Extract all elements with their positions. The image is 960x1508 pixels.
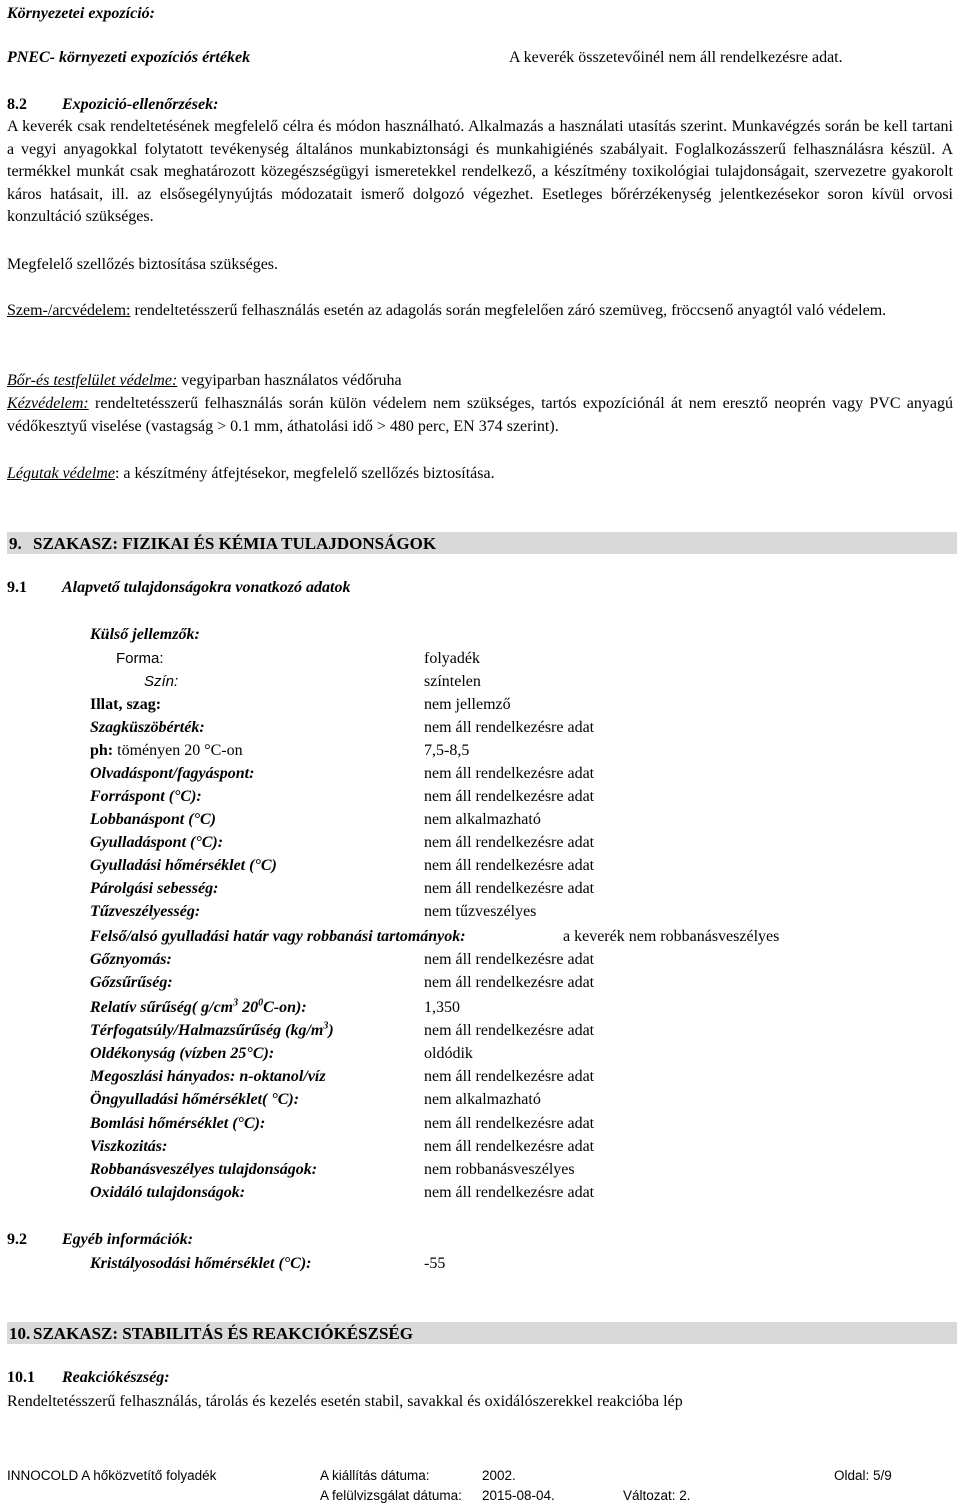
prop-value-vapour-pressure: nem áll rendelkezésre adat (424, 951, 595, 968)
section-8-2-number: 8.2 (7, 96, 27, 113)
footer-version: Változat: 2. (623, 1488, 691, 1503)
eye-protection-text: rendeltetésszerű felhasználás esetén az adagolás során megfelelően záró szemüveg, fröccsenő anyagtól való védelem. (134, 302, 887, 319)
prop-label-partition-coefficient: Megoszlási hányados: n-oktanol/víz (90, 1068, 326, 1085)
prop-label-bulk-density-b: ) (328, 1022, 334, 1039)
respiratory-protection-label: Légutak védelme (7, 465, 115, 482)
prop-value-partition-coefficient: nem áll rendelkezésre adat (424, 1068, 595, 1085)
pnec-label: PNEC- környezeti expozíciós értékek (7, 49, 251, 66)
prop-value-flash-point: nem alkalmazható (424, 811, 541, 828)
section-10-header (7, 1322, 957, 1344)
respiratory-protection-line (7, 463, 495, 485)
footer-page-number: Oldal: 5/9 (834, 1468, 892, 1483)
section-8-2-title: Expozició-ellenőrzések: (62, 96, 219, 113)
prop-label-oxidizing-properties: Oxidáló tulajdonságok: (90, 1184, 246, 1201)
respiratory-protection-text: : a készítmény átfejtésekor, megfelelő szellőzés biztosítása. (114, 465, 495, 482)
prop-label-melting-point: Olvadáspont/fagyáspont: (90, 765, 255, 782)
footer-product: INNOCOLD A hőközvetítő folyadék (7, 1468, 217, 1483)
prop-value-boiling-point: nem áll rendelkezésre adat (424, 788, 595, 805)
prop-value-flammability: nem tűzveszélyes (424, 903, 537, 920)
hand-protection-label: Kézvédelem: (7, 395, 89, 412)
footer-revision-value: 2015-08-04. (482, 1488, 555, 1503)
prop-value-relative-density: 1,350 (424, 999, 460, 1016)
prop-label-ignition-point: Gyulladáspont (°C): (90, 834, 224, 851)
section-9-number: 9. (9, 534, 22, 553)
prop-label-flash-point: Lobbanáspont (°C) (90, 811, 216, 828)
section-9-1-number: 9.1 (7, 579, 27, 596)
section-9-1-title: Alapvető tulajdonságokra vonatkozó adatok (62, 579, 351, 596)
prop-label-ph-key: ph: (90, 742, 114, 759)
prop-value-evaporation-rate: nem áll rendelkezésre adat (424, 880, 595, 897)
prop-value-odor: nem jellemző (424, 696, 511, 713)
section-9-2-title: Egyéb információk: (62, 1231, 194, 1248)
skin-protection-line (7, 370, 402, 392)
prop-label-bulk-density-a: Térfogatsúly/Halmazsűrűség (kg/m (90, 1022, 324, 1039)
skin-protection-text: vegyiparban használatos védőruha (181, 372, 402, 389)
prop-value-ignition-temp: nem áll rendelkezésre adat (424, 857, 595, 874)
section-9-header (7, 532, 957, 554)
prop-label-color: Szín: (144, 673, 179, 690)
ventilation-note: Megfelelő szellőzés biztosítása szükséges. (7, 256, 279, 273)
eye-protection-paragraph (7, 300, 953, 323)
section-10-1-title: Reakciókészség: (62, 1369, 170, 1386)
prop-label-form: Forma: (116, 650, 164, 667)
prop-value-oxidizing-properties: nem áll rendelkezésre adat (424, 1184, 595, 1201)
prop-label-evaporation-rate: Párolgási sebesség: (90, 880, 219, 897)
section-10-title: SZAKASZ: STABILITÁS ÉS REAKCIÓKÉSZSÉG (33, 1324, 413, 1343)
prop-label-crystallization: Kristályosodási hőmérséklet (°C): (90, 1255, 312, 1272)
prop-label-viscosity: Viszkozitás: (90, 1138, 168, 1155)
prop-label-relative-density-c: C-on): (263, 999, 307, 1016)
prop-label-ph-condition: töményen 20 °C-on (113, 742, 243, 759)
hand-protection-paragraph (7, 393, 953, 438)
prop-value-autoignition: nem alkalmazható (424, 1091, 541, 1108)
prop-value-ignition-point: nem áll rendelkezésre adat (424, 834, 595, 851)
prop-label-boiling-point: Forráspont (°C): (90, 788, 202, 805)
footer-issue-value: 2002. (482, 1468, 516, 1483)
prop-value-color: színtelen (424, 673, 481, 690)
section-10-number: 10. (9, 1324, 31, 1343)
prop-value-form: folyadék (424, 650, 480, 667)
prop-label-odor: Illat, szag: (90, 696, 162, 713)
prop-value-bulk-density: nem áll rendelkezésre adat (424, 1022, 595, 1039)
prop-label-relative-density-b: 20 (238, 999, 259, 1016)
external-characteristics-label: Külső jellemzők: (90, 626, 200, 643)
prop-value-ph: 7,5-8,5 (424, 742, 470, 759)
prop-label-ignition-temp: Gyulladási hőmérséklet (°C) (90, 857, 277, 874)
eye-protection-label: Szem-/arcvédelem: (7, 302, 131, 319)
prop-label-relative-density-sup2: 0 (258, 997, 264, 1009)
prop-value-explosive-properties: nem robbanásveszélyes (424, 1161, 575, 1178)
exposure-control-paragraph: A keverék csak rendeltetésének megfelelő célra és módon használható. Alkalmazás a használati utasítás szerint. Munkavégzés során be kell tartani a vegyi anyagokkal folytatott tevékenység általános munkabiztonsági és munkahigiénés szabályait. Foglalkozásszerű felhasználásra készül. A termékkel munkát csak meghatározott közegészségügyi ismeretekkel rendelkező, a készítmény toxikológiai tulajdonságait, szervezetre gyakorolt káros hatásait, ill. az elsősegélynyújtás módozatait ismerő dolgozó végezhet. Esetleges bőrérzékenység jelentkezésekor soron kívül orvosi konzultáció szükséges. (7, 118, 953, 226)
prop-label-relative-density-sup1: 3 (233, 997, 239, 1009)
prop-value-odor-threshold: nem áll rendelkezésre adat (424, 719, 595, 736)
footer-revision-label: A felülvizsgálat dátuma: (320, 1488, 462, 1503)
prop-label-bulk-density-sup: 3 (323, 1020, 329, 1032)
prop-label-bulk-density (90, 1020, 334, 1042)
prop-value-decomposition: nem áll rendelkezésre adat (424, 1115, 595, 1132)
prop-label-vapour-pressure: Gőznyomás: (90, 951, 172, 968)
prop-value-vapour-density: nem áll rendelkezésre adat (424, 974, 595, 991)
prop-value-viscosity: nem áll rendelkezésre adat (424, 1138, 595, 1155)
prop-label-explosion-limits: Felső/alsó gyulladási határ vagy robbanási tartományok: (90, 928, 466, 945)
footer-issue-label: A kiállítás dátuma: (320, 1468, 430, 1483)
section-9-2-number: 9.2 (7, 1231, 27, 1248)
prop-value-solubility: oldódik (424, 1045, 473, 1062)
prop-label-relative-density-a: Relatív sűrűség( g/cm (90, 999, 234, 1016)
hand-protection-text: rendeltetésszerű felhasználás során külön védelem nem szükséges, tartós expozíciónál át nem eresztő neoprén vagy PVC anyagú védőkesztyű viselése (vastagság > 0.1 mm, áthatolási idő > 480 perc, EN 374 szerint). (7, 395, 954, 435)
prop-label-odor-threshold: Szagküszöbérték: (90, 719, 205, 736)
prop-value-explosion-limits: a keverék nem robbanásveszélyes (563, 928, 780, 945)
reactivity-text: Rendeltetésszerű felhasználás, tárolás és kezelés esetén stabil, savakkal és oxidálószerekkel reakcióba lép (7, 1393, 683, 1410)
prop-value-crystallization: -55 (424, 1255, 446, 1272)
prop-value-melting-point: nem áll rendelkezésre adat (424, 765, 595, 782)
skin-protection-label: Bőr-és testfelület védelme: (7, 372, 178, 389)
prop-label-ph (90, 740, 243, 762)
prop-label-vapour-density: Gőzsűrűség: (90, 974, 173, 991)
prop-label-decomposition: Bomlási hőmérséklet (°C): (90, 1115, 266, 1132)
prop-label-explosive-properties: Robbanásveszélyes tulajdonságok: (90, 1161, 318, 1178)
prop-label-relative-density (90, 997, 307, 1019)
prop-label-autoignition: Öngyulladási hőmérséklet( °C): (90, 1091, 300, 1108)
section-10-1-number: 10.1 (7, 1369, 35, 1386)
environmental-exposure-heading: Környezetei expozíció: (7, 5, 155, 22)
section-9-title: SZAKASZ: FIZIKAI ÉS KÉMIA TULAJDONSÁGOK (33, 534, 437, 553)
prop-label-solubility: Oldékonyság (vízben 25°C): (90, 1045, 275, 1062)
prop-label-flammability: Tűzveszélyesség: (90, 903, 201, 920)
pnec-value: A keverék összetevőinél nem áll rendelkezésre adat. (509, 49, 843, 66)
